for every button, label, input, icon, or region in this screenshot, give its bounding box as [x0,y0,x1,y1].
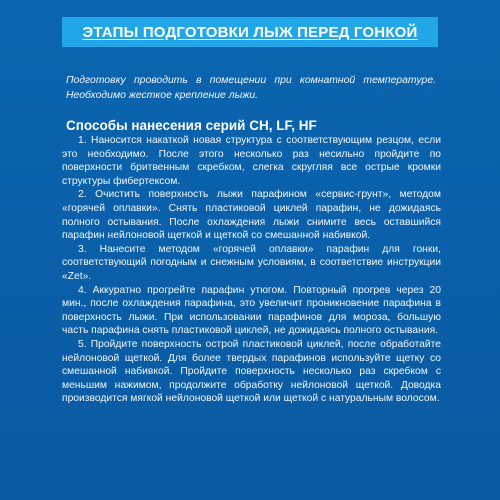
step-5: 5. Пройдите поверхность острой пластиковой циклей, после обработайте нейлоновой щеткой. Для более твердых парафинов используйте щетку со смешанной набивкой. Пройдите поверхность несколько раз скребком с меньшим нажимом, продолжите обработку нейлоновой щеткой. Доводка производится мягкой нейлоновой щеткой или щеткой с натуральным волосом. [62,338,441,405]
step-2: 2. Очистить поверхность лыжи парафином «сервис-грунт», методом «горячей оплавки». Снять пластиковой циклей парафин, не дожидаясь полного остывания. После охлаждения лыжи снимите весь оставшийся парафин нейлоновой щеткой и щеткой со смешанной набивкой. [62,189,441,242]
step-1: 1. Наносится накаткой новая структура с соответствующим резцом, если это необходимо. После этого несколько раз несильно пройдите по поверхности бритвенным скребком, слегка скругляя все острые кромки структуры фибертексом. [62,135,441,187]
title-banner [62,17,438,47]
page-title: ЭТАПЫ ПОДГОТОВКИ ЛЫЖ ПЕРЕД ГОНКОЙ [82,23,418,41]
steps-list [62,134,441,406]
step-3: 3. Нанесите методом «горячей оплавки» парафин для гонки, соответствующий погодным и снежным условиям, в соответствие инструкции «Zet». [62,243,441,282]
section-heading: Способы нанесения серий CH, LF, HF [66,118,317,133]
intro-paragraph: Подготовку проводить в помещении при комнатной температуре. Необходимо жесткое крепление лыжи. [66,75,436,101]
step-4: 4. Аккуратно прогрейте парафин утюгом. Повторный прогрев через 20 мин., после охлаждения парафина, это увеличит проникновение парафина в поверхность лыжи. При использовании парафинов для мороза, большую часть парафина снять пластиковой циклей, не дожидаясь полного остывания. [62,284,441,337]
